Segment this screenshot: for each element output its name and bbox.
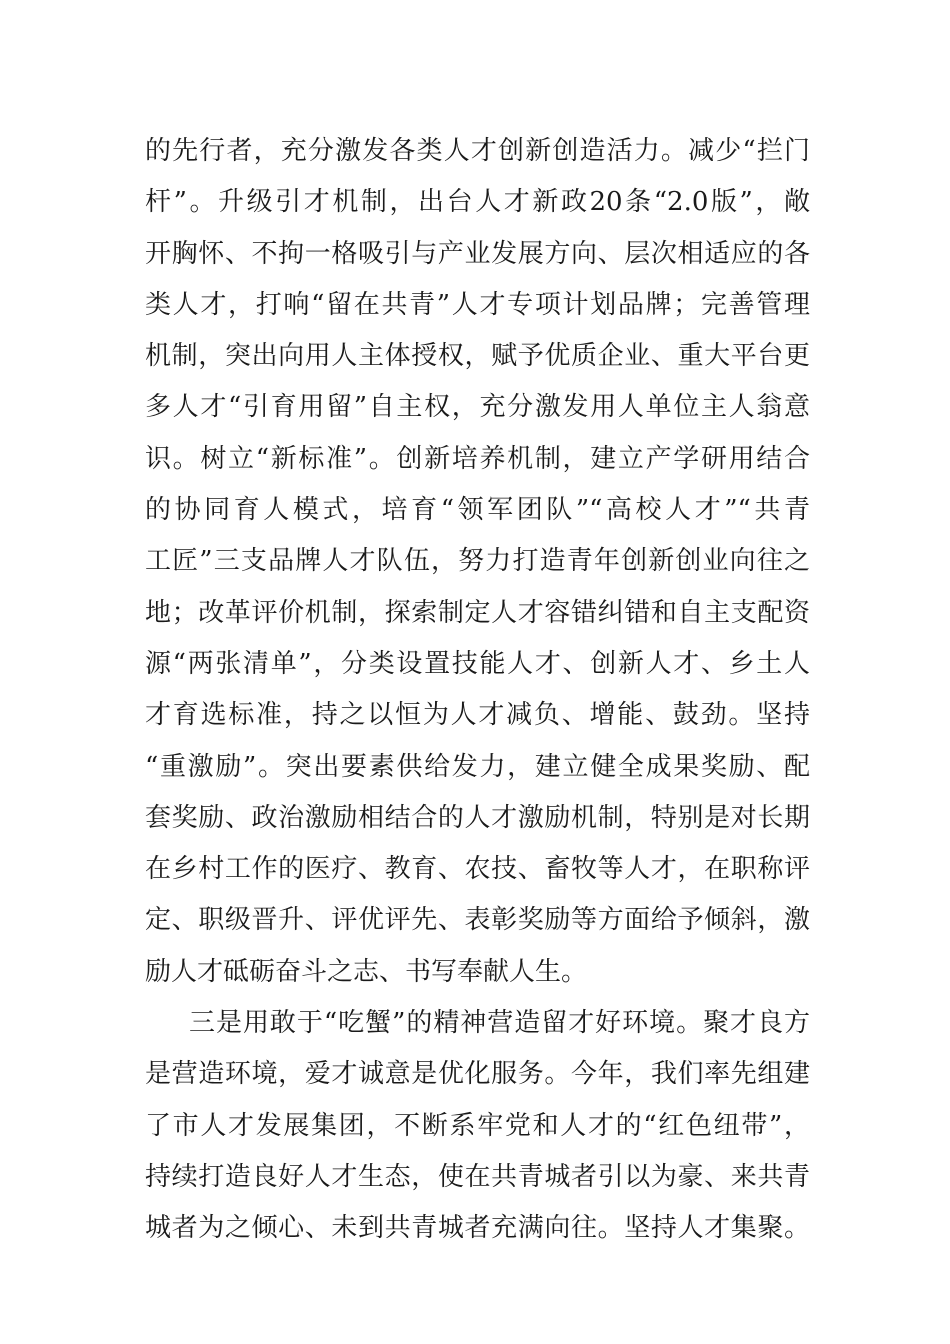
text-line: 励人才砥砺奋斗之志、书写奉献人生。 [145,956,588,987]
text-line: 多人才“引育用留”自主权，充分激发用人单位主人翁意 [145,392,810,423]
text-line: “重激励”。突出要素供给发力，建立健全成果奖励、配 [145,751,810,782]
text-line: 持续打造良好人才生态，使在共青城者引以为豪、来共青 [145,1161,810,1192]
text-line: 识。树立“新标准”。创新培养机制，建立产学研用结合 [145,443,810,474]
text-line: 的先行者，充分激发各类人才创新创造活力。减少“拦门 [145,136,810,166]
paragraph-first-line: 三是用敢于“吃蟹”的精神营造留才好环境。聚才良方 [189,1008,810,1039]
text-line: 了市人才发展集团，不断系牢党和人才的“红色纽带”， [145,1110,810,1141]
text-line: 机制，突出向用人主体授权，赋予优质企业、重大平台更 [145,341,810,372]
text-line: 定、职级晋升、评优评先、表彰奖励等方面给予倾斜，激 [145,905,810,936]
text-line: 地；改革评价机制，探索制定人才容错纠错和自主支配资 [145,597,810,628]
text-line: 城者为之倾心、未到共青城者充满向往。坚持人才集聚。 [145,1213,810,1244]
text-line: 在乡村工作的医疗、教育、农技、畜牧等人才，在职称评 [145,854,810,885]
body-text [145,126,810,1255]
text-line: 源“两张清单”，分类设置技能人才、创新人才、乡土人 [145,648,810,679]
text-line: 的协同育人模式，培育“领军团队”“高校人才”“共青 [145,495,810,526]
text-line: 类人才，打响“留在共青”人才专项计划品牌；完善管理 [145,289,810,320]
text-line: 是营造环境，爱才诚意是优化服务。今年，我们率先组建 [145,1059,810,1090]
text-line: 杆”。升级引才机制，出台人才新政20条“2.0版”，敞 [145,187,810,218]
text-line: 套奖励、政治激励相结合的人才激励机制，特别是对长期 [145,802,810,833]
text-line: 才育选标准，持之以恒为人才减负、增能、鼓劲。坚持 [145,700,810,731]
text-line: 开胸怀、不拘一格吸引与产业发展方向、层次相适应的各 [145,238,810,269]
text-line: 工匠”三支品牌人才队伍，努力打造青年创新创业向往之 [145,546,810,577]
